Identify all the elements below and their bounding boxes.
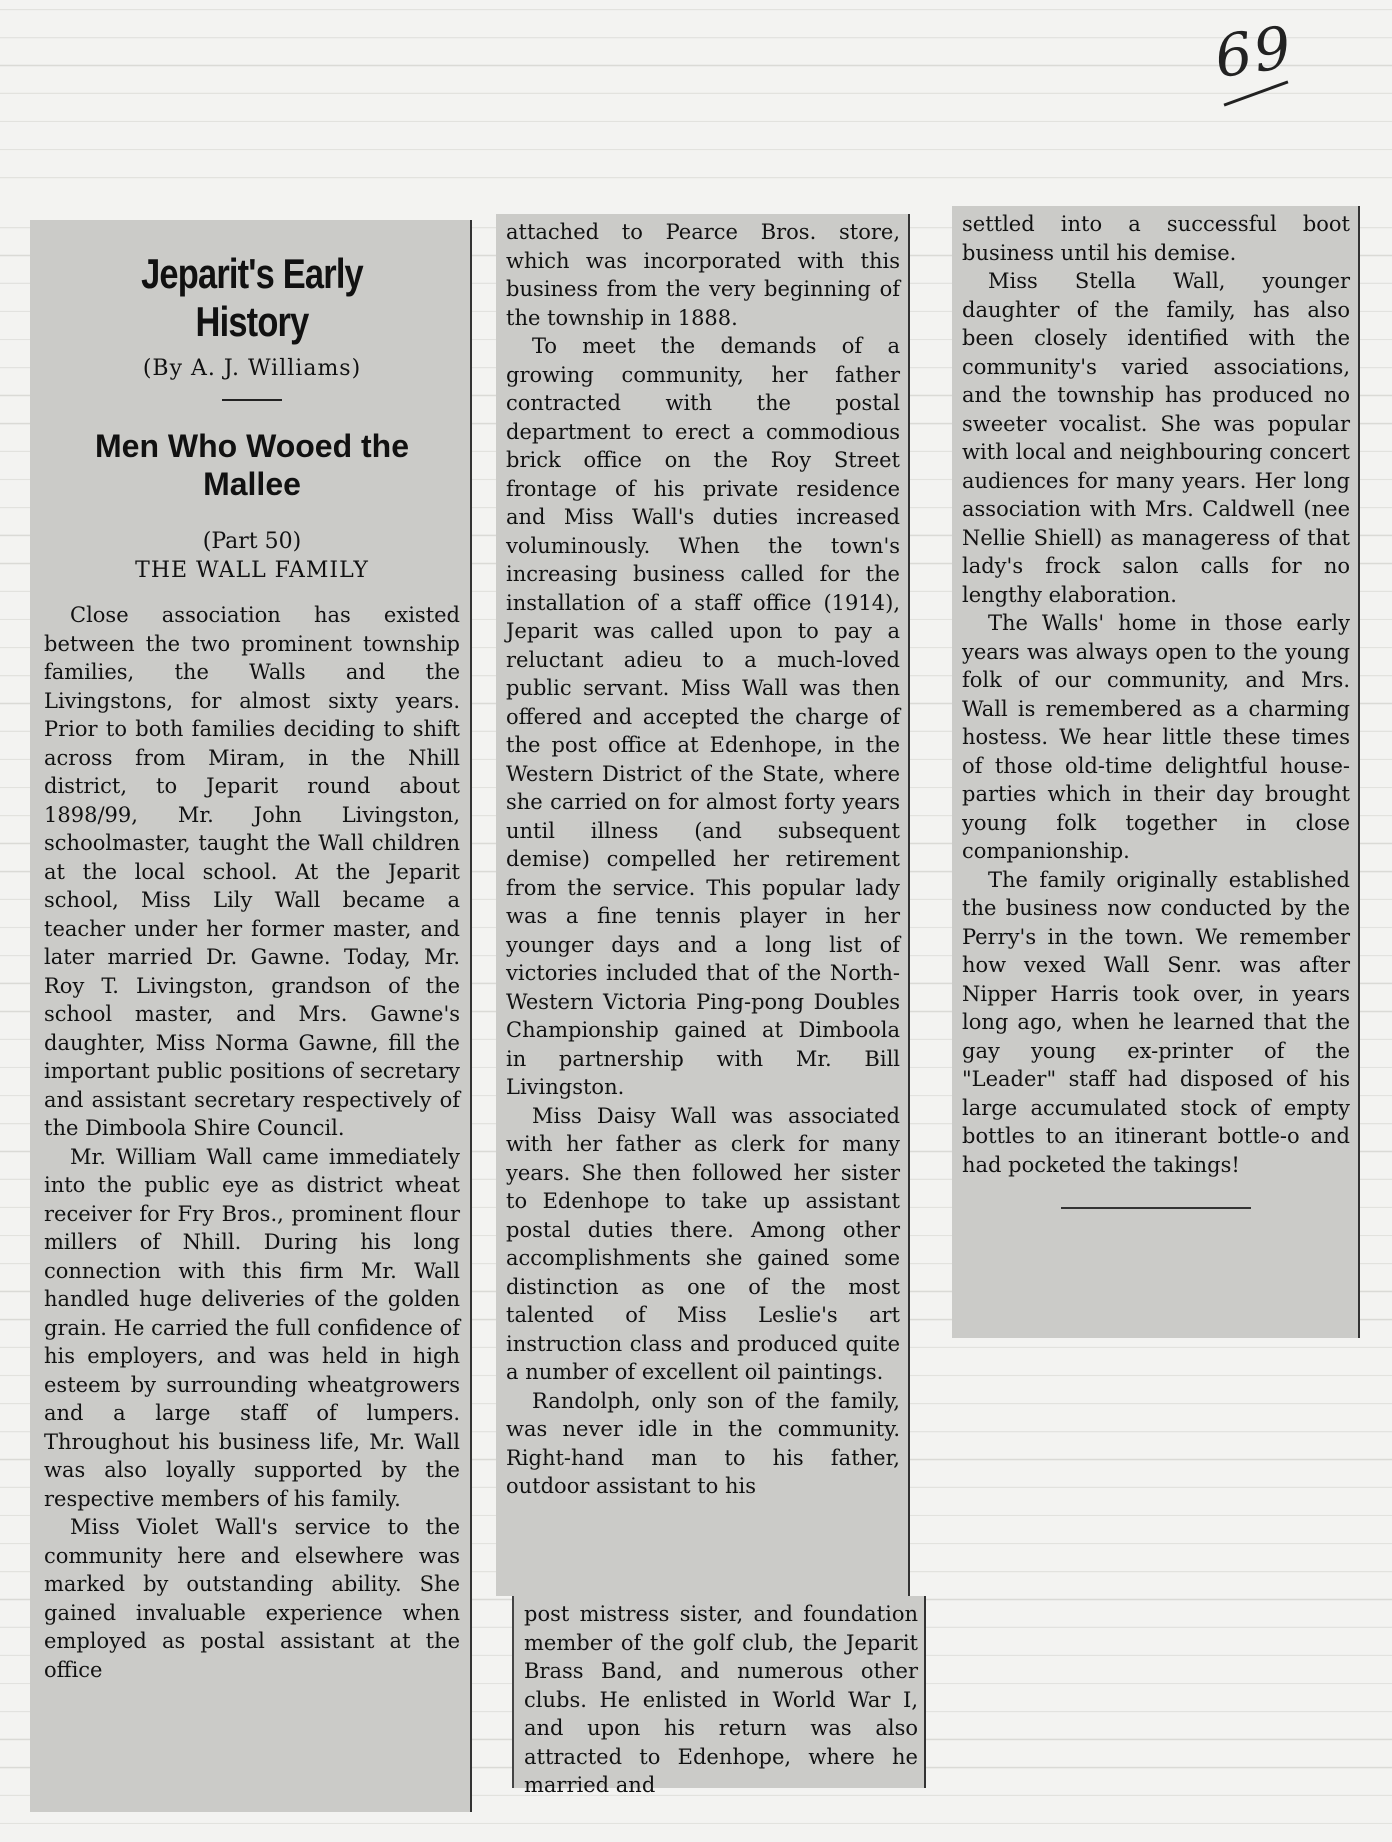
clipping-column-2-upper: [496, 214, 910, 1596]
clipping-column-2-lower: [512, 1596, 926, 1797]
paragraph: Miss Violet Wall's service to the community here and elsewhere was marked by outstanding ability. She gained invaluable experience when employed as postal assistant at the office: [44, 1515, 460, 1682]
paragraph: The Walls' home in those early years was always open to the young folk of our community, and Mrs. Wall is remembered as a charming hostess. We hear little these times of those old-time delightful house-parties which in their day brought young folk together in close companionship.: [962, 611, 1350, 863]
paragraph: attached to Pearce Bros. store, which was incorporated with this business from the very beginning of the township in 1888.: [506, 220, 900, 330]
paragraph: Miss Stella Wall, younger daughter of the family, has also been closely identified with the community's varied associations, and the township has produced no sweeter vocalist. She was popular with local and neighbouring concert audiences for many years. Her long association with Mrs. Caldwell (nee Nellie Shiell) as manageress of that lady's frock salon calls for no lengthy elaboration.: [962, 269, 1350, 607]
paragraph: Randolph, only son of the family, was never idle in the community. Right-hand man to his father, outdoor assistant to his: [506, 1388, 900, 1498]
article-end-rule: [1061, 1207, 1251, 1209]
paragraph: The family originally established the business now conducted by the Perry's in the town. We remember how vexed Wall Senr. was after Nipper Harris took over, in years long ago, when he learned that the gay young ex-printer of the "Leader" staff had disposed of his large accumulated stock of empty bottles to an itinerant bottle-o and had pocketed the takings!: [962, 867, 1350, 1177]
paragraph: post mistress sister, and foundation member of the golf club, the Jeparit Brass Band, and numerous other clubs. He enlisted in World War I, and upon his return was also attracted to Edenhope, where he married and: [524, 1602, 918, 1797]
paragraph: settled into a successful boot business until his demise.: [962, 212, 1350, 265]
article-subtitle: Men Who Wooed the Mallee: [94, 428, 410, 502]
article-title: Jeparit's Early History: [141, 250, 363, 345]
article-part: (Part 50): [202, 529, 302, 554]
section-heading: THE WALL FAMILY: [135, 558, 369, 583]
page-number: 69: [1210, 12, 1298, 92]
paragraph: Mr. William Wall came immediately into the public eye as district wheat receiver for Fry Bros., prominent flour millers of Nhill. During his long connection with this firm Mr. Wall handled huge deliveries of the golden grain. He carried the full confidence of his employers, and was held in high esteem by surrounding wheatgrowers and a large staff of lumpers. Throughout his business life, Mr. Wall was also loyally supported by the respective members of his family.: [44, 1144, 460, 1511]
paragraph: Close association has existed between the two prominent township families, the Walls and the Livingstons, for almost sixty years. Prior to both families deciding to shift across from Miram, in the Nhill district, to Jeparit round about 1898/99, Mr. John Livingston, schoolmaster, taught the Wall children at the local school. At the Jeparit school, Miss Lily Wall became a teacher under her former master, and later married Dr. Gawne. Today, Mr. Roy T. Livingston, grandson of the school master, and Mrs. Gawne's daughter, Miss Norma Gawne, fill the important public positions of secretary and assistant secretary respectively of the Dimboola Shire Council.: [44, 603, 460, 1140]
paragraph: To meet the demands of a growing community, her father contracted with the postal department to erect a commodious brick office on the Roy Street frontage of his private residence and Miss Wall's duties increased voluminously. When the town's increasing business called for the installation of a staff office (1914), Jeparit was called upon to pay a reluctant adieu to a much-loved public servant. Miss Wall was then offered and accepted the charge of the post office at Edenhope, in the Western District of the State, where she carried on for almost forty years until illness (and subsequent demise) compelled her retirement from the service. This popular lady was a fine tennis player in her younger days and a long list of victories included that of the North-Western Victoria Ping-pong Doubles Championship gained at Dimboola in partnership with Mr. Bill Livingston.: [506, 334, 900, 1099]
paragraph: Miss Daisy Wall was associated with her father as clerk for many years. She then followed her sister to Edenhope to take up assistant postal duties there. Among other accomplishments she gained some distinction as one of the most talented of Miss Leslie's art instruction class and produced quite a number of excellent oil paintings.: [506, 1103, 900, 1384]
title-divider: [222, 399, 282, 401]
article-byline: (By A. J. Williams): [142, 356, 362, 381]
clipping-column-3: [952, 206, 1360, 1338]
clipping-column-1: [30, 220, 472, 1812]
